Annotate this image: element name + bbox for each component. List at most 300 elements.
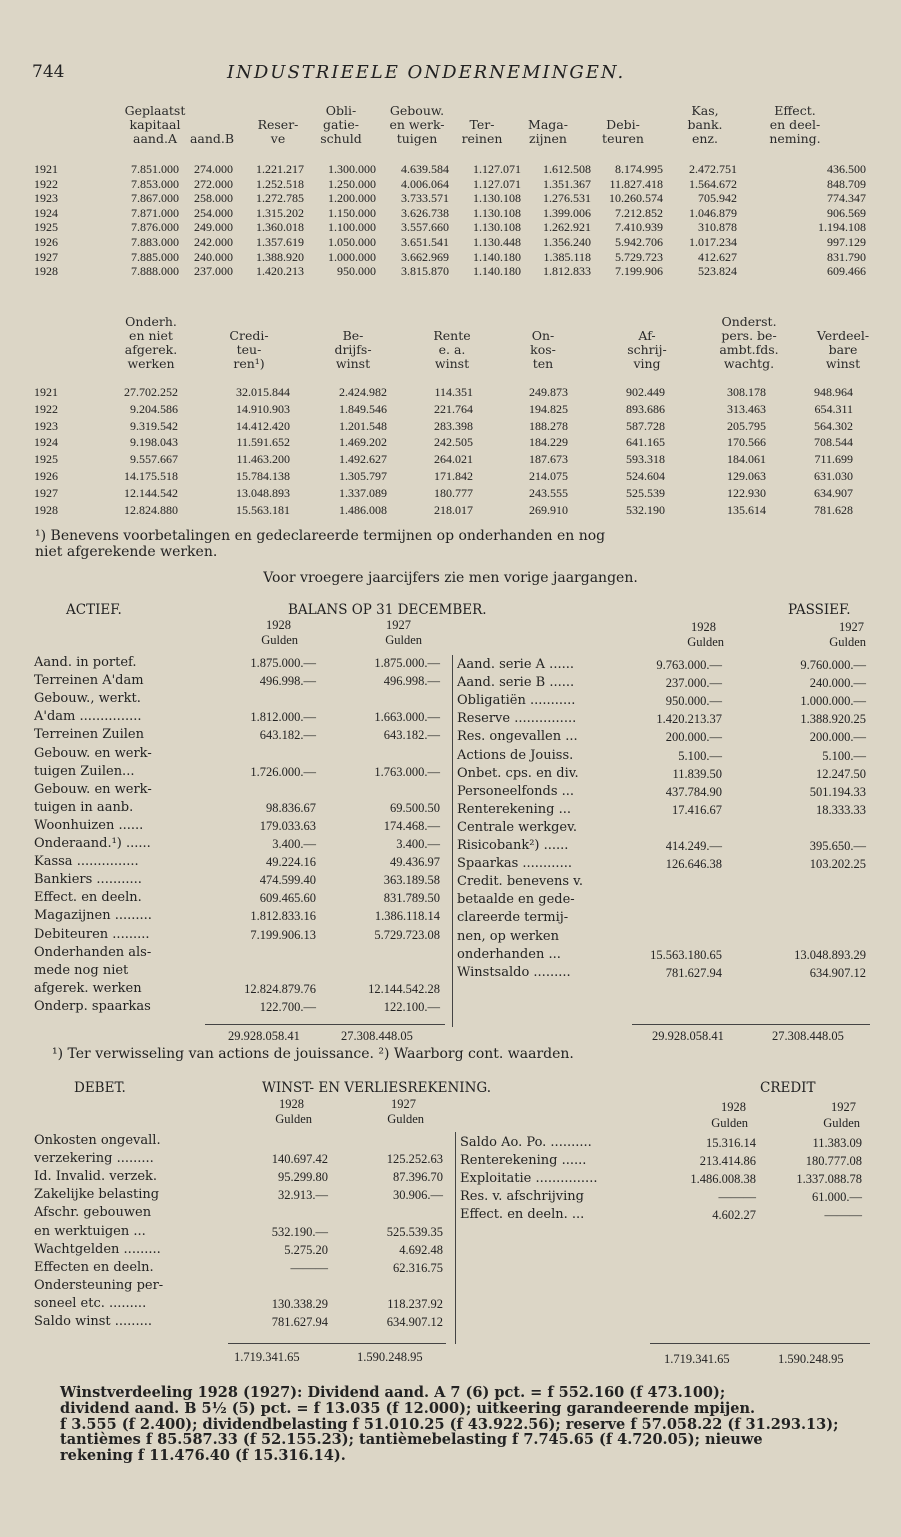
table2-cell: 249.873: [529, 385, 568, 399]
table2-cell: 1.305.797: [339, 469, 387, 483]
page-number: 744: [32, 62, 65, 82]
balans-passief-value-1927: 1.388.920.25: [800, 712, 866, 727]
table1-cell: 848.709: [827, 176, 866, 191]
winst-debet-value-1927: 634.907.12: [386, 1315, 443, 1329]
table1-cell: 242.000: [194, 235, 233, 249]
winst-debet-value-1927: 62.316.75: [393, 1260, 443, 1275]
winst-debet-value-1928: 5.275.20: [284, 1242, 328, 1257]
table1-cell: 3.651.541: [401, 235, 449, 249]
winst-credit-value-1928: 15.316.14: [706, 1136, 756, 1150]
balans-actief-total-1927: 27.308.448.05: [341, 1029, 413, 1043]
table1-cell: 1.130.448: [473, 235, 521, 249]
balans-actief-label: tuigen in aanb.: [34, 799, 134, 815]
table2-cell: 180.777: [434, 485, 473, 500]
balans-passief-value-1928: 17.416.67: [672, 802, 722, 817]
balans-actief-value-1928: 49.224.16: [266, 855, 316, 870]
balans-passief-value-1928: 5.100.—: [678, 748, 722, 763]
balans-actief-unit-1: Gulden: [261, 633, 298, 647]
table2-year: 1923: [34, 418, 58, 433]
table2-header-cell: Rente: [433, 328, 471, 343]
balans-actief-value-1927: 5.729.723.08: [374, 927, 440, 942]
winst-debet-year-1927: 1927: [391, 1097, 416, 1111]
table1-cell: 10.260.574: [609, 191, 663, 206]
winst-debet-label: Wachtgelden .........: [34, 1241, 161, 1257]
balans-passief-value-1927: 9.760.000.—: [800, 658, 866, 672]
balans-passief-label: Renterekening ...: [457, 801, 572, 817]
table2-cell: 114.351: [434, 385, 473, 399]
table1-cell: 1.000.000: [328, 249, 376, 264]
balans-passief-value-1928: 781.627.94: [665, 965, 722, 980]
balans-actief-value-1928: 98.836.67: [266, 800, 316, 815]
balans-actief-value-1927: 831.789.50: [383, 891, 440, 906]
balans-actief-value-1927: 363.189.58: [383, 873, 440, 888]
winstverdeeling-line: Winstverdeeling 1928 (1927): Dividend aand. A 7 (6) pct. = f 552.160 (f 473.100);: [60, 1384, 726, 1401]
winst-debet-value-1927: 525.539.35: [386, 1224, 443, 1239]
table1-header-cell: kapitaal: [129, 117, 181, 132]
table1-header-cell: Debi-: [606, 117, 640, 132]
table1-cell: 3.733.571: [401, 191, 449, 206]
balans-passief-total-1928: 29.928.058.41: [652, 1029, 724, 1043]
table1-cell: 240.000: [194, 249, 233, 264]
table2-cell: 641.165: [626, 435, 665, 450]
table2-cell: 184.229: [529, 435, 568, 450]
table1-cell: 1.050.000: [328, 235, 376, 249]
table1-cell: 237.000: [194, 264, 233, 279]
winstverdeeling-line: dividend aand. B 5½ (5) pct. = f 13.035 (f 12.000); uitkeering garandeerende mpijen.: [60, 1399, 756, 1417]
table1-cell: 1.564.672: [689, 176, 737, 191]
balans-actief-label: Gebouw., werkt.: [34, 691, 141, 707]
table1-cell: 1.360.018: [256, 220, 304, 235]
table1-header-cell: Gebouw.: [389, 103, 445, 118]
table2-header-cell: en niet: [129, 328, 173, 343]
table1-cell: 609.466: [827, 264, 866, 279]
winst-debet-value-1928: 95.299.80: [278, 1170, 328, 1185]
winst-debet-unit-1: Gulden: [275, 1112, 312, 1126]
page-header: [32, 62, 861, 88]
table1-header-cell: Obli-: [325, 103, 357, 118]
table2-cell: 564.302: [814, 418, 853, 433]
winst-debet-value-1928: 130.338.29: [271, 1296, 328, 1311]
table2-header-cell: ten: [532, 356, 554, 371]
table1-cell: 1.200.000: [328, 191, 376, 206]
table1-cell: 1.351.367: [543, 176, 591, 191]
table2-cell: 14.412.420: [236, 418, 290, 433]
balans-actief-label: mede nog niet: [34, 962, 129, 978]
table2-header-cell: ren¹): [233, 356, 265, 371]
table2-cell: 171.842: [434, 469, 473, 483]
table2-header-cell: winst: [434, 356, 470, 371]
balans-actief-value-1928: 12.824.879.76: [244, 981, 316, 996]
balans-passief-value-1927: 1.000.000.—: [800, 694, 866, 709]
table2-cell: 593.318: [626, 452, 665, 467]
balans-passief-label: Winstsaldo .........: [457, 964, 571, 980]
table2-cell: 269.910: [529, 502, 568, 517]
table1-cell: 1.388.920: [256, 249, 304, 264]
table2-header-cell: werken: [127, 356, 175, 371]
table2-cell: 948.964: [814, 385, 853, 399]
table2-cell: 12.824.880: [124, 502, 178, 517]
actief-label: ACTIEF.: [66, 602, 122, 618]
table2-cell: 205.795: [727, 418, 766, 433]
table1-cell: 5.729.723: [615, 249, 663, 264]
balans-actief-label: Kassa ...............: [34, 854, 139, 870]
winst-debet-label: Id. Invalid. verzek.: [34, 1169, 158, 1185]
balans-actief-value-1927: 1.663.000.—: [374, 710, 440, 725]
balans-actief-label: Woonhuizen ......: [34, 817, 144, 833]
table1-cell: 3.815.870: [401, 264, 449, 279]
winst-credit-total-rule: [650, 1343, 870, 1344]
table1-header-cell: en werk-: [389, 117, 445, 132]
table2-header: [28, 315, 878, 371]
balans-passief-value-1927: 395.650.—: [809, 839, 866, 853]
earlier-years-note: Voor vroegere jaarcijfers zie men vorige jaargangen.: [263, 570, 638, 586]
table2-header-cell: Af-: [638, 328, 656, 343]
balans-passief-label: onderhanden ...: [457, 946, 561, 962]
balans-passief-value-1928: 237.000.—: [665, 676, 722, 691]
table1-cell: 1.127.071: [473, 176, 521, 191]
table1-header-cell: reinen: [461, 131, 503, 146]
winst-credit-label: Res. v. afschrijving: [460, 1189, 584, 1205]
balans-actief-label: Terreinen A'dam: [34, 673, 144, 689]
table2-header-cell: afgerek.: [124, 342, 178, 357]
table1-year: 1923: [34, 191, 58, 206]
table1-cell: 774.347: [827, 191, 866, 206]
table2-cell: 708.544: [814, 435, 853, 450]
table2-cell: 15.563.181: [236, 502, 290, 517]
table2-cell: 9.204.586: [130, 401, 178, 416]
table1-cell: 310.878: [698, 220, 737, 235]
table1-cell: 7.851.000: [131, 162, 179, 176]
table1-cell: 274.000: [194, 162, 233, 176]
balans-actief-value-1927: 49.436.97: [390, 855, 440, 870]
table1-cell: 1.140.180: [473, 264, 521, 279]
balans-passief-value-1927: 634.907.12: [809, 965, 866, 980]
table2-cell: 9.557.667: [130, 452, 178, 467]
winst-credit-value-1927: 180.777.08: [805, 1154, 862, 1169]
balans-passief-value-1927: 501.194.33: [809, 784, 866, 799]
table2-header-cell: bare: [828, 342, 858, 357]
balans-actief-value-1928: 1.726.000.—: [250, 764, 316, 779]
balans-actief-value-1928: 179.033.63: [259, 818, 316, 833]
table1-cell: 7.410.939: [615, 220, 663, 235]
balans-passief-value-1927: 5.100.—: [822, 748, 866, 763]
table2-cell: 135.614: [727, 502, 766, 517]
table1-header-cell: en deel-: [769, 117, 821, 132]
winst-credit-total-1927: 1.590.248.95: [778, 1352, 844, 1366]
credit-label: CREDIT: [760, 1080, 816, 1096]
winst-credit-label: Effect. en deeln. ...: [460, 1207, 585, 1223]
table1-cell: 7.871.000: [131, 205, 179, 220]
table2-cell: 313.463: [727, 401, 766, 416]
winst-debet-total-rule: [228, 1343, 446, 1344]
table1-header-cell: neming.: [769, 131, 821, 146]
table2-cell: 11.463.200: [236, 452, 290, 467]
table2-header-cell: Be-: [342, 328, 364, 343]
table1-cell: 1.046.879: [689, 205, 737, 220]
balans-passief-label: Onbet. cps. en div.: [457, 765, 579, 781]
table1-cell: 831.790: [827, 249, 866, 264]
balans-actief-value-1927: 174.468.—: [383, 818, 440, 833]
balans-passief-label: Obligatiën ...........: [457, 693, 576, 709]
balans-actief-value-1927: 69.500.50: [390, 800, 440, 815]
table1-header-cell: teuren: [602, 131, 644, 146]
table2-cell: 27.702.252: [124, 385, 178, 399]
winst-credit-total-1928: 1.719.341.65: [664, 1352, 730, 1366]
table2-header-cell: pers. be-: [721, 328, 777, 343]
winst-debet-label: Saldo winst .........: [34, 1314, 152, 1329]
table2-header-cell: kos-: [530, 342, 556, 357]
table1-cell: 1.130.108: [473, 220, 521, 235]
winst-divider: [455, 1132, 456, 1344]
balans-passief-value-1927: 18.333.33: [816, 802, 866, 817]
table1-cell: 2.472.751: [689, 162, 737, 176]
balans-passief-unit-1: Gulden: [687, 635, 724, 649]
winst-credit-year-1927: 1927: [831, 1100, 856, 1114]
table2-cell: 187.673: [529, 452, 568, 467]
winst-debet-value-1927: 118.237.92: [387, 1296, 443, 1311]
balans-passief-value-1928: 11.839.50: [672, 766, 722, 781]
table1-cell: 5.942.706: [615, 235, 663, 249]
table2-cell: 194.825: [529, 401, 568, 416]
winst-credit-value-1928: 4.602.27: [712, 1208, 756, 1223]
table2-cell: 221.764: [434, 401, 473, 416]
table1-cell: 4.639.584: [401, 162, 449, 176]
balans-actief-value-1927: 1.763.000.—: [374, 764, 440, 779]
table2-year: 1928: [34, 502, 58, 517]
table1-cell: 11.827.418: [609, 176, 663, 191]
winst-debet-unit-2: Gulden: [387, 1112, 424, 1126]
table1-cell: 1.252.518: [256, 176, 304, 191]
table2-cell: 1.849.546: [339, 401, 387, 416]
table2-header-cell: winst: [335, 356, 371, 371]
winst-title: WINST- EN VERLIESREKENING.: [262, 1080, 492, 1096]
balans-actief-total-rule: [205, 1024, 445, 1025]
winst-debet-label: verzekering .........: [34, 1151, 154, 1167]
balans-passief-label: Personeelfonds ...: [457, 783, 575, 799]
balans-actief-label: Onderp. spaarkas: [34, 998, 151, 1014]
balans-actief-value-1928: 609.465.60: [259, 891, 316, 906]
table1-year: 1928: [34, 264, 58, 279]
table2-header-cell: e. a.: [438, 342, 466, 357]
table1-cell: 906.569: [827, 205, 866, 220]
balans-title: BALANS OP 31 DECEMBER.: [288, 602, 487, 618]
table1-cell: 705.942: [698, 191, 737, 206]
table1-cell: 1.612.508: [543, 162, 591, 176]
winstverdeeling-line: tantièmes f 85.587.33 (f 52.155.23); tantièmebelasting f 7.745.65 (f 4.720.05); nieuwe: [60, 1431, 763, 1449]
balans-passief-value-1928: 437.784.90: [665, 784, 722, 799]
table2-header-cell: ving: [633, 356, 661, 371]
table2-cell: 122.930: [727, 485, 766, 500]
table2-cell: 2.424.982: [339, 385, 387, 399]
table1-header-cell: enz.: [691, 131, 718, 146]
winst-debet-value-1927: 125.252.63: [386, 1152, 443, 1167]
balans-actief-value-1928: 1.812.833.16: [250, 909, 316, 924]
balans-actief-label: Bankiers ...........: [34, 872, 142, 888]
table2-cell: 631.030: [814, 469, 853, 483]
table1-year: 1924: [34, 205, 58, 220]
balans-actief-value-1928: 474.599.40: [259, 873, 316, 888]
table2-header-cell: Onderst.: [721, 314, 777, 329]
table1-cell: 1.262.921: [543, 220, 591, 235]
winst-debet-value-1928: ———: [290, 1260, 328, 1275]
table2-cell: 214.075: [529, 469, 568, 483]
balans-actief-label: Aand. in portef.: [34, 655, 137, 670]
table1-cell: 1.356.240: [543, 235, 591, 249]
winst-credit-value-1927: 11.383.09: [812, 1136, 862, 1150]
balans-actief-value-1927: 12.144.542.28: [368, 981, 440, 996]
winst-debet-value-1928: 532.190.—: [271, 1224, 328, 1239]
table1-cell: 249.000: [194, 220, 233, 235]
table1-cell: 1.357.619: [256, 235, 304, 249]
winst-credit-label: Exploitatie ...............: [460, 1171, 598, 1187]
balans-passief-value-1927: 12.247.50: [816, 766, 866, 781]
winst-debet-value-1927: 87.396.70: [393, 1170, 443, 1185]
table2-cell: 524.604: [626, 469, 665, 483]
balans-passief-value-1928: 414.249.—: [665, 839, 722, 853]
table2-header-cell: Credi-: [229, 328, 269, 343]
winst-credit-unit-1: Gulden: [711, 1116, 748, 1130]
winst-debet-value-1928: 781.627.94: [271, 1315, 328, 1329]
balans-actief-label: tuigen Zuilen...: [34, 763, 135, 779]
balans-passief-label: Centrale werkgev.: [457, 819, 578, 835]
balans-passief-label: Spaarkas ............: [457, 856, 572, 872]
table2-cell: 188.278: [529, 418, 568, 433]
balans-actief-label: Debiteuren .........: [34, 926, 150, 942]
table1-cell: 7.199.906: [615, 264, 663, 279]
table2-header-cell: winst: [825, 356, 861, 371]
table2-cell: 1.486.008: [339, 502, 387, 517]
balans-passief-value-1927: 200.000.—: [809, 730, 866, 745]
table1-header-cell: schuld: [320, 131, 362, 146]
balans-passief-label: Aand. serie B ......: [457, 675, 575, 691]
table1-cell: 272.000: [194, 176, 233, 191]
table1-cell: 1.399.006: [543, 205, 591, 220]
table1-header-cell: ve: [270, 131, 286, 146]
table1-cell: 1.194.108: [818, 220, 866, 235]
table1-cell: 412.627: [698, 249, 737, 264]
balans-passief-value-1927: 13.048.893.29: [794, 947, 866, 962]
table1-header-cell: Reser-: [257, 117, 299, 132]
balans-actief-total-1928: 29.928.058.41: [228, 1029, 300, 1043]
table1-header-cell: Kas,: [691, 103, 719, 118]
table1-cell: 7.212.852: [615, 205, 663, 220]
balans-passief-value-1928: 200.000.—: [665, 730, 722, 745]
balans-footnote: ¹) Ter verwisseling van actions de jouissance. ²) Waarborg cont. waarden.: [52, 1046, 574, 1062]
winst-debet-value-1927: 4.692.48: [399, 1242, 443, 1257]
table2-cell: 781.628: [814, 502, 853, 517]
table1-cell: 1.300.000: [328, 162, 376, 176]
table1-cell: 7.883.000: [131, 235, 179, 249]
winst-debet-total-1928: 1.719.341.65: [234, 1350, 300, 1364]
winst-debet-label: Afschr. gebouwen: [34, 1205, 152, 1221]
table2-cell: 1.337.089: [339, 485, 387, 500]
balans-divider: [452, 655, 453, 1027]
balans-passief-label: Reserve ...............: [457, 711, 577, 727]
winst-debet-label: Ondersteuning per-: [34, 1277, 164, 1293]
table2-cell: 264.021: [434, 452, 473, 467]
table1-cell: 1.276.531: [543, 191, 591, 206]
table1-header-cell: Geplaatst: [124, 103, 186, 118]
table2-header-cell: drijfs-: [334, 342, 372, 357]
table1-cell: 1.127.071: [473, 162, 521, 176]
balans-passief-label: clareerde termij-: [457, 910, 569, 926]
table1-cell: 1.420.213: [256, 264, 304, 279]
table2-cell: 308.178: [727, 385, 766, 399]
table1-header-cell: aand.A: [133, 131, 177, 146]
balans-actief-label: Onderaand.¹) ......: [34, 836, 151, 851]
table2-header-cell: Onderh.: [125, 314, 177, 329]
table2-cell: 170.566: [727, 435, 766, 450]
table2-cell: 1.492.627: [339, 452, 387, 467]
winst-debet-label: Effecten en deeln.: [34, 1259, 154, 1275]
table1-cell: 3.557.660: [401, 220, 449, 235]
table1-cell: 1.315.202: [256, 205, 304, 220]
footnote-1-line-1: ¹) Benevens voorbetalingen en gedeclareerde termijnen op onderhanden en nog: [35, 528, 606, 544]
winst-credit-unit-2: Gulden: [823, 1116, 860, 1130]
winstverdeeling-line: f 3.555 (f 2.400); dividendbelasting f 51.010.25 (f 43.922.56); reserve f 57.058.22 (f 31.293.13);: [60, 1415, 839, 1433]
balans-passief-label: Res. ongevallen ...: [457, 729, 578, 745]
balans-actief-label: Effect. en deeln.: [34, 890, 142, 906]
winst-debet-year-1928: 1928: [279, 1097, 304, 1111]
table1-header-cell: Ter-: [469, 117, 495, 132]
winst-debet-value-1928: 32.913.—: [278, 1188, 328, 1203]
balans-passief-total-1927: 27.308.448.05: [772, 1029, 844, 1043]
winst-credit-year-1928: 1928: [721, 1100, 746, 1114]
balans-actief-value-1927: 643.182.—: [383, 728, 440, 743]
balans-actief-year-1927: 1927: [386, 618, 411, 632]
table2-cell: 1.469.202: [339, 435, 387, 450]
table2-cell: 184.061: [727, 452, 766, 467]
table1-cell: 1.017.234: [689, 235, 737, 249]
balans-actief-value-1927: 1.386.118.14: [374, 909, 440, 924]
winst-credit-label: Saldo Ao. Po. ..........: [460, 1135, 592, 1150]
table1-cell: 1.140.180: [473, 249, 521, 264]
winstverdeeling-line: rekening f 11.476.40 (f 15.316.14).: [60, 1447, 346, 1465]
table2-cell: 242.505: [434, 435, 473, 450]
table1-cell: 4.006.064: [401, 176, 449, 191]
balans-actief-label: afgerek. werken: [34, 980, 142, 996]
table1-cell: 1.250.000: [328, 176, 376, 191]
balans-passief-value-1928: 950.000.—: [665, 694, 722, 709]
balans-actief-value-1928: 496.998.—: [259, 674, 316, 689]
table1-year: 1927: [34, 249, 58, 264]
table1-cell: 1.150.000: [328, 205, 376, 220]
table2-cell: 13.048.893: [236, 485, 290, 500]
table1-header-cell: Effect.: [774, 103, 816, 118]
table2-cell: 525.539: [626, 485, 665, 500]
table1-cell: 7.888.000: [131, 264, 179, 279]
table2-year: 1926: [34, 469, 58, 483]
balans-actief-value-1928: 1.812.000.—: [250, 710, 316, 725]
balans-actief-value-1928: 1.875.000.—: [250, 656, 316, 670]
table1-year: 1921: [34, 162, 58, 176]
balans-actief-label: Gebouw. en werk-: [34, 745, 152, 761]
table1-cell: 8.174.995: [615, 162, 663, 176]
table1-header-cell: zijnen: [529, 131, 567, 146]
winst-credit-label: Renterekening ......: [460, 1153, 587, 1169]
table2-header-cell: ambt.fds.: [719, 342, 779, 357]
debet-label: DEBET.: [74, 1080, 126, 1096]
table1-cell: 523.824: [698, 264, 737, 279]
table2-year: 1925: [34, 452, 58, 467]
balans-passief-year-1928: 1928: [691, 620, 716, 634]
table2-year: 1921: [34, 385, 58, 399]
table2-cell: 532.190: [626, 502, 665, 517]
table2-year: 1924: [34, 435, 58, 450]
winst-debet-label: en werktuigen ...: [34, 1223, 146, 1239]
table1-cell: 1.272.785: [256, 191, 304, 206]
balans-actief-year-1928: 1928: [266, 618, 291, 632]
